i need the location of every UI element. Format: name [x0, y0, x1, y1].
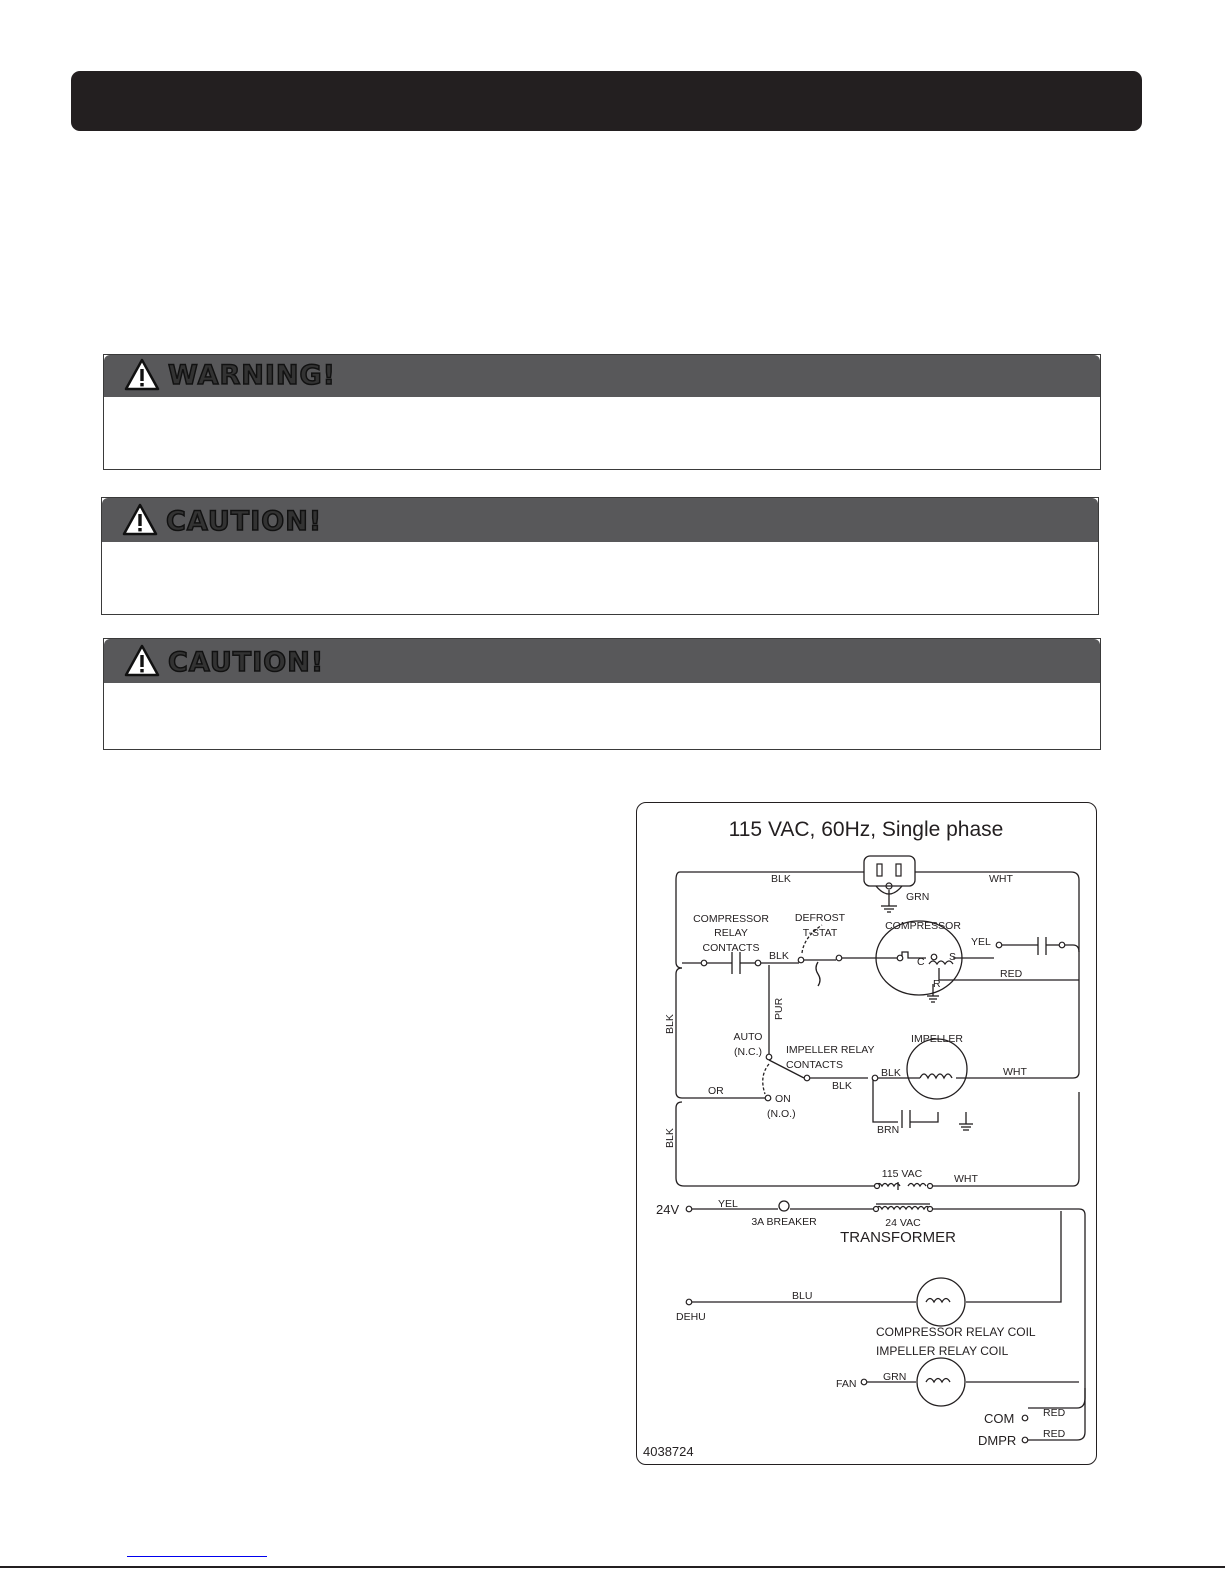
caution-alert-1-header — [102, 498, 1098, 542]
component-label: (N.C.) — [734, 1046, 762, 1058]
component-label: CONTACTS — [786, 1059, 843, 1071]
component-label: IMPELLER RELAY COIL — [876, 1344, 1009, 1358]
wire-label: RED — [1000, 968, 1023, 980]
caution-title-2: CAUTION! — [168, 647, 325, 678]
terminal-label: DMPR — [978, 1433, 1017, 1448]
wire-label: BLK — [881, 1067, 901, 1079]
component-label: (N.O.) — [767, 1108, 796, 1120]
caution-triangle-icon — [122, 503, 158, 537]
caution-alert-2 — [103, 638, 1101, 750]
wire-label: YEL — [971, 936, 991, 948]
warning-title: WARNING! — [168, 360, 336, 391]
footer-link-underline[interactable] — [127, 1556, 267, 1557]
component-label: 115 VAC — [881, 1168, 923, 1180]
warning-triangle-icon — [124, 358, 160, 392]
wire-label: WHT — [954, 1173, 978, 1185]
terminal-label: S — [949, 951, 957, 963]
component-label: COMPRESSOR — [885, 920, 961, 932]
wire-label: GRN — [883, 1371, 907, 1383]
component-label: IMPELLER RELAY — [786, 1044, 875, 1056]
wire-label: WHT — [989, 873, 1013, 885]
terminal-label: FAN — [836, 1378, 857, 1390]
wire-label: BLK — [664, 1128, 676, 1148]
terminal-label: COM — [984, 1411, 1015, 1426]
wire-label: RED — [1043, 1428, 1066, 1440]
component-label: T-STAT — [802, 927, 838, 939]
wire-label: YEL — [718, 1198, 738, 1210]
footer-rule — [0, 1566, 1225, 1568]
terminal-label: C — [917, 956, 925, 968]
diagram-title: 115 VAC, 60Hz, Single phase — [728, 818, 1004, 841]
section-header-bar — [71, 71, 1142, 131]
component-label: AUTO — [733, 1031, 763, 1043]
component-label: COMPRESSOR RELAY COIL — [876, 1325, 1036, 1339]
caution-alert-2-header — [104, 639, 1100, 683]
warning-alert — [103, 354, 1101, 470]
caution-title-1: CAUTION! — [166, 506, 323, 537]
component-label: RELAY — [714, 927, 748, 939]
wiring-diagram — [636, 802, 1097, 1465]
wire-label: RED — [1043, 1407, 1066, 1419]
caution-alert-1 — [101, 497, 1099, 615]
component-label: DEFROST — [794, 912, 846, 924]
component-label: 3A BREAKER — [751, 1216, 817, 1228]
component-label: CONTACTS — [702, 942, 760, 954]
component-label: ON — [775, 1093, 791, 1105]
terminal-label: 24V — [656, 1202, 680, 1217]
caution-triangle-icon — [124, 644, 160, 678]
component-label: COMPRESSOR — [693, 913, 769, 925]
wire-label: BLU — [792, 1290, 813, 1302]
wire-label: PUR — [773, 997, 785, 1020]
wire-label: BLK — [832, 1080, 852, 1092]
component-label: TRANSFORMER — [840, 1229, 956, 1246]
part-number: 4038724 — [643, 1444, 694, 1459]
wire-label: BRN — [877, 1124, 900, 1136]
wire-label: BLK — [769, 950, 789, 962]
wire-label: WHT — [1003, 1066, 1027, 1078]
warning-alert-header — [104, 355, 1100, 397]
wire-label: BLK — [664, 1014, 676, 1034]
wire-label: OR — [708, 1085, 724, 1097]
wire-label: BLK — [771, 873, 791, 885]
component-label: IMPELLER — [911, 1033, 963, 1045]
terminal-label: R — [933, 978, 941, 990]
component-label: 24 VAC — [885, 1217, 921, 1229]
terminal-label: DEHU — [676, 1311, 706, 1323]
wire-label: GRN — [906, 891, 930, 903]
